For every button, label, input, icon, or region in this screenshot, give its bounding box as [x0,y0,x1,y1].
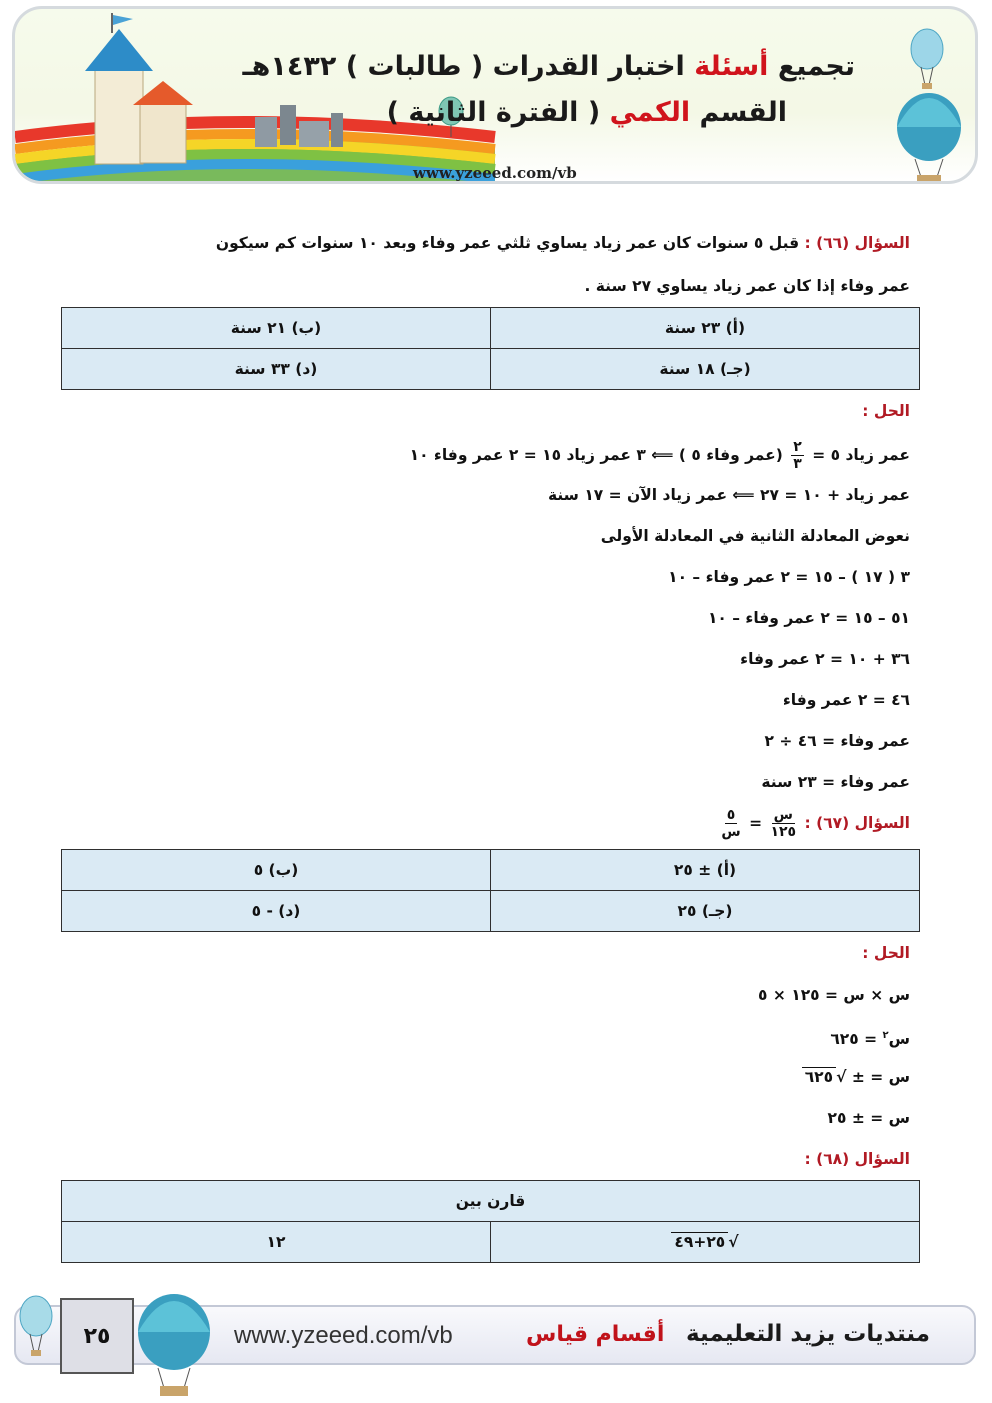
q67-options-table [61,849,920,932]
q66-line2: عمر وفاء إذا كان عمر زياد يساوي ٢٧ سنة . [584,277,910,295]
q67-solution-label: الحل : [862,944,910,962]
q67-step-1: س × س = ١٢٥ × ٥ [758,986,910,1004]
banner-url[interactable]: www.yzeeed.com/vb [413,164,577,182]
q66-step-4: ٣ ( ١٧ ) – ١٥ = ٢ عمر وفاء – ١٠ [668,568,910,586]
header-banner [12,6,978,184]
q66-options-table [61,307,920,390]
sqrt-symbol: √٦٢٥ [802,1066,847,1088]
q68-compare-table [61,1180,920,1263]
q66-line1: السؤال (٦٦) : قبل ٥ سنوات كان عمر زياد يساوي ثلثي عمر وفاء وبعد ١٠ سنوات كم سيكون [215,234,910,252]
q66-option-d[interactable]: (د) ٣٣ سنة [62,349,491,390]
q68-col-a[interactable] [491,1222,920,1263]
q66-step-3: نعوض المعادلة الثانية في المعادلة الأولى [600,527,910,545]
footer-section: أقسام قياس [526,1322,665,1347]
q68-header: قارن بين [62,1181,920,1222]
q68-label: السؤال (٦٨) : [804,1150,910,1168]
sqrt-symbol: √٢٥+٤٩ [671,1233,738,1251]
q66-step-2: عمر زياد + ١٠ = ٢٧ ⟸ عمر زياد الآن = ١٧ سنة [547,486,910,504]
q67-rhs-fraction: $\frac{٥}{\text{س}}$ [721,807,741,840]
q66-step-8: عمر وفاء = ٤٦ ÷ ٢ [764,732,910,750]
q66-step-9: عمر وفاء = ٢٣ سنة [761,773,910,791]
q66-solution-label: الحل : [862,402,910,420]
q67-option-c[interactable]: (جـ) ٢٥ [491,891,920,932]
q66-step-1: عمر زياد ٥ = $\frac{٢}{٣}$ (عمر وفاء ٥ ) ⟸ ٣ عمر زياد ١٥ = ٢ عمر وفاء ١٠ [409,439,910,472]
banner-subtitle-highlight: الكمي [609,97,691,128]
q67-step-3: س = ± √٦٢٥ [802,1066,910,1088]
footer-url[interactable]: www.yzeeed.com/vb [234,1322,453,1349]
q66-step-6: ٣٦ + ١٠ = ٢ عمر وفاء [740,650,910,668]
fraction-two-thirds: $\frac{٢}{٣}$ [793,439,802,472]
q67-option-a[interactable]: (أ) ± ٢٥ [491,850,920,891]
q66-step-7: ٤٦ = ٢ عمر وفاء [782,691,910,709]
q66-step-5: ٥١ – ١٥ = ٢ عمر وفاء – ١٠ [707,609,910,627]
q67-label: السؤال (٦٧) : [804,814,910,832]
banner-title-highlight: أسئلة [694,51,769,82]
q67-option-d[interactable]: (د) - ٥ [62,891,491,932]
footer-forum-name: منتديات يزيد التعليمية [686,1321,930,1347]
q68-col-b[interactable]: ١٢ [62,1222,491,1263]
q66-option-c[interactable]: (جـ) ١٨ سنة [491,349,920,390]
q66-option-b[interactable]: (ب) ٢١ سنة [62,308,491,349]
q67-option-b[interactable]: (ب) ٥ [62,850,491,891]
q66-option-a[interactable]: (أ) ٢٣ سنة [491,308,920,349]
q67-step-4: س = ± ٢٥ [827,1109,910,1127]
banner-title: تجميع أسئلة اختبار القدرات ( طالبات ) ١٤٣٢هـ [242,51,855,82]
q67-step-2: س$^٢$ = ٦٢٥ [830,1030,910,1049]
banner-subtitle: القسم الكمي ( الفترة الثانية ) [386,97,787,128]
page-number: ٢٥ [60,1298,134,1374]
q66-label: السؤال (٦٦) : [804,234,910,252]
q67-line: السؤال (٦٧) : $\frac{\text{س}}{١٢٥}$ = $\frac{٥}{\text{س}}$ [721,807,910,840]
q67-lhs-fraction: $\frac{\text{س}}{١٢٥}$ [770,807,797,840]
